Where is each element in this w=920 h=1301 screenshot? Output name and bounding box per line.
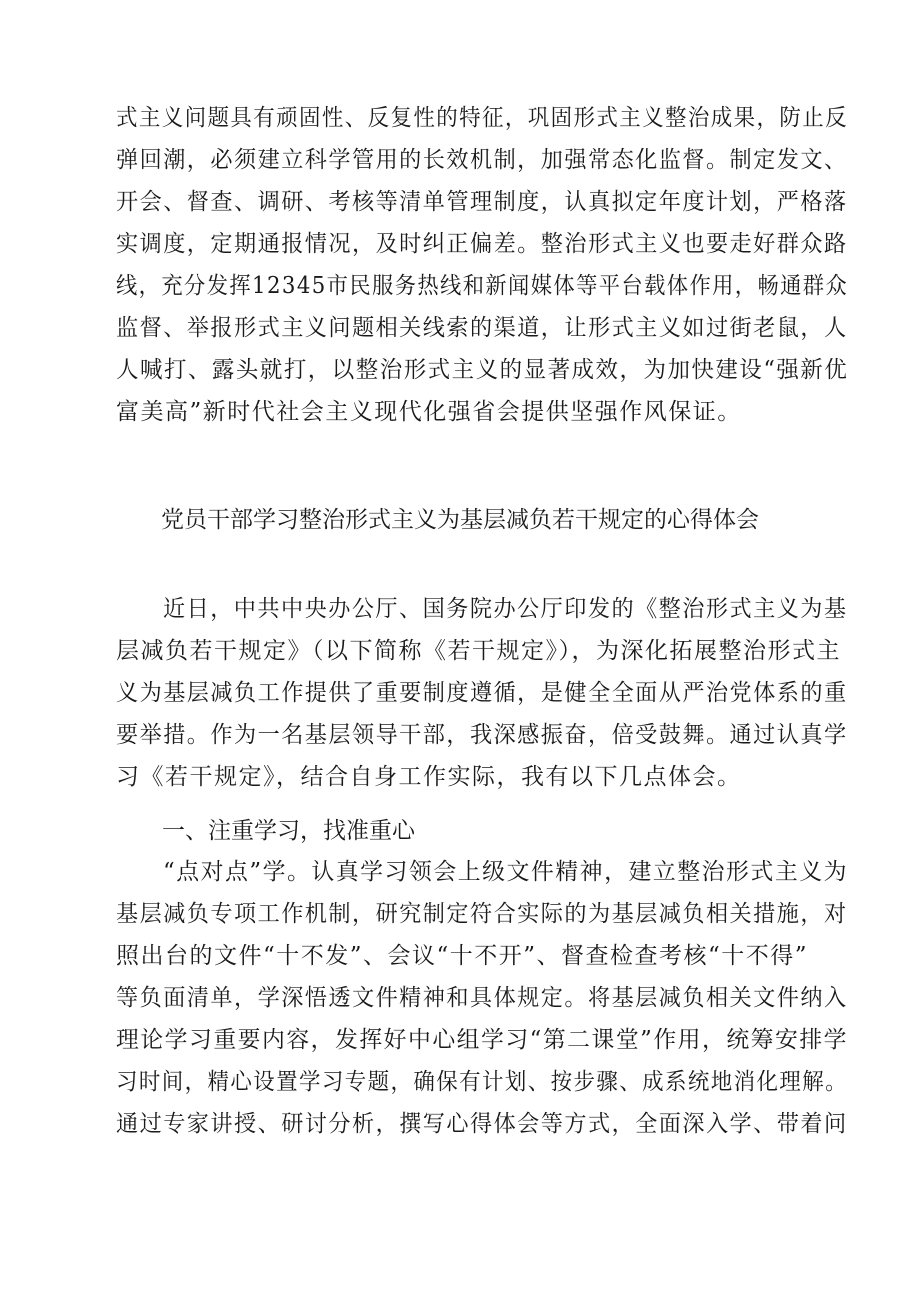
paragraph-line: 富美高”新时代社会主义现代化强省会提供坚强作风保证。 bbox=[116, 399, 742, 425]
section-line: 等负面清单，学深悟透文件精神和具体规定。将基层减负相关文件纳入 bbox=[116, 985, 848, 1011]
section-line: 通过专家讲授、研讨分析，撰写心得体会等方式，全面深入学、带着问 bbox=[116, 1111, 848, 1137]
paragraph-line: 式主义问题具有顽固性、反复性的特征，巩固形式主义整治成果，防止反 bbox=[116, 105, 849, 131]
intro-line: 义为基层减负工作提供了重要制度遵循，是健全全面从严治党体系的重 bbox=[116, 680, 848, 706]
section-line: 习时间，精心设置学习专题，确保有计划、按步骤、成系统地消化理解。 bbox=[116, 1069, 849, 1095]
paragraph-line: 人喊打、露头就打，以整治形式主义的显著成效，为加快建设“强新优 bbox=[116, 357, 849, 383]
article-title: 党员干部学习整治形式主义为基层减负若干规定的心得体会 bbox=[161, 507, 759, 533]
paragraph-line: 弹回潮，必须建立科学管用的长效机制，加强常态化监督。制定发文、 bbox=[116, 147, 848, 173]
section-heading: 一、注重学习，找准重心 bbox=[162, 818, 415, 844]
paragraph-line: 线，充分发挥12345市民服务热线和新闻媒体等平台载体作用，畅通群众 bbox=[116, 273, 849, 299]
section-line: 照出台的文件“十不发”、会议“十不开”、督查检查考核“十不得” bbox=[116, 943, 809, 969]
section-line: “点对点”学。认真学习领会上级文件精神，建立整治形式主义为 bbox=[163, 859, 849, 885]
intro-line: 近日，中共中央办公厅、国务院办公厅印发的《整治形式主义为基 bbox=[163, 596, 848, 622]
intro-line: 要举措。作为一名基层领导干部，我深感振奋，倍受鼓舞。通过认真学 bbox=[116, 722, 848, 748]
paragraph-line: 监督、举报形式主义问题相关线索的渠道，让形式主义如过街老鼠，人 bbox=[116, 315, 848, 341]
intro-line: 习《若干规定》，结合自身工作实际，我有以下几点体会。 bbox=[116, 764, 742, 790]
intro-line: 层减负若干规定》（以下简称《若干规定》），为深化拓展整治形式主 bbox=[116, 638, 841, 664]
paragraph-line: 开会、督查、调研、考核等清单管理制度，认真拟定年度计划，严格落 bbox=[116, 189, 848, 215]
section-line: 理论学习重要内容，发挥好中心组学习“第二课堂”作用，统筹安排学 bbox=[116, 1027, 849, 1053]
section-line: 基层减负专项工作机制，研究制定符合实际的为基层减负相关措施，对 bbox=[116, 901, 848, 927]
paragraph-line: 实调度，定期通报情况，及时纠正偏差。整治形式主义也要走好群众路 bbox=[116, 231, 848, 257]
